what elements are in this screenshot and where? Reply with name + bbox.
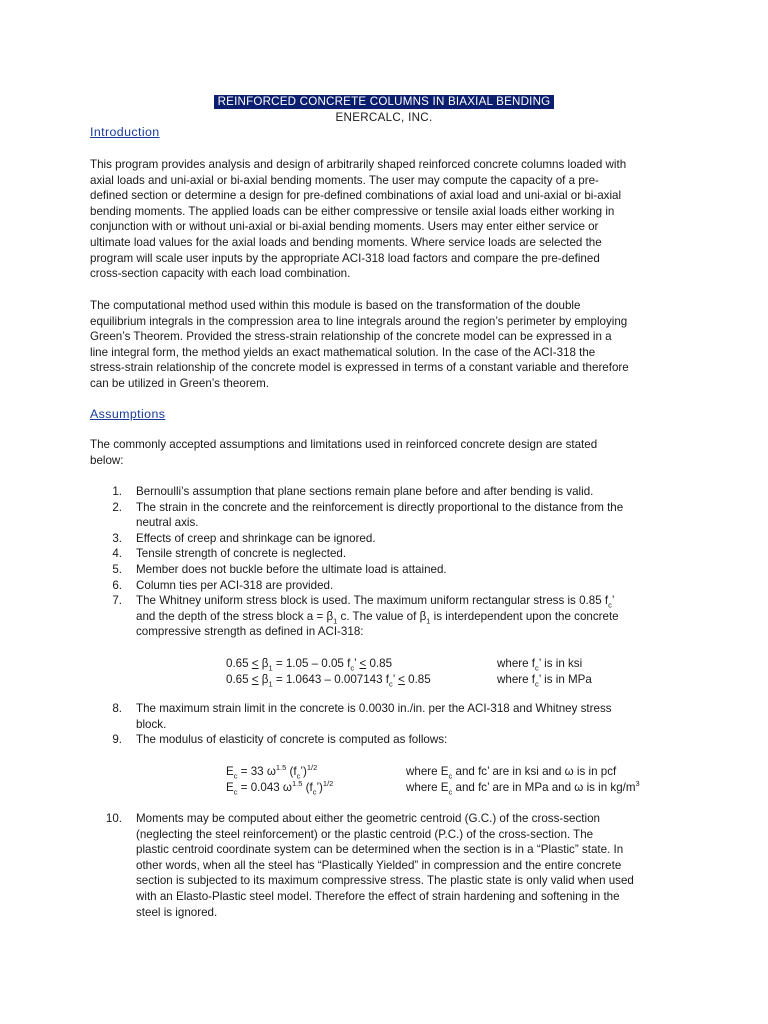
text-line: stress-strain relationship of the concrete model is expressed in terms of a constant variable and therefore	[90, 361, 629, 375]
superscript: 1/2	[322, 779, 334, 789]
text-line: conjunction with or without uni-axial or bi-axial bending moments. Users may enter either service or	[90, 220, 599, 234]
formula-text: and fc’ are in MPa and ω is in kg/m	[452, 781, 636, 794]
document-title: REINFORCED CONCRETE COLUMNS IN BIAXIAL BENDING	[214, 95, 555, 109]
superscript: 1.5	[291, 779, 303, 789]
item-text: section is subjected to its maximum compressive stress. The plastic state is only valid when used	[136, 874, 634, 888]
text-line: The computational method used within this module is based on the transformation of the double	[90, 299, 581, 312]
text-line: cross-section capacity with each load combination.	[90, 267, 351, 281]
formula-expression	[226, 672, 431, 688]
subscript: c	[296, 771, 301, 781]
formula-text: 0.65	[226, 657, 252, 670]
subscript: c	[233, 787, 238, 797]
item-text: The strain in the concrete and the reinforcement is directly proportional to the distance from the	[136, 500, 624, 514]
formula-where	[406, 764, 616, 780]
formula-text: and fc’ are in ksi and ω is in pcf	[452, 765, 617, 778]
item-text: Tensile strength of concrete is neglected.	[136, 547, 347, 561]
formula-text: where E	[406, 781, 449, 794]
formula-text: where f	[497, 657, 536, 670]
item-text: (neglecting the steel reinforcement) or the plastic centroid (P.C.) of the cross-section. The	[136, 827, 594, 841]
formula-where	[406, 780, 640, 796]
formula-text: ’	[392, 673, 399, 686]
formula-text: (f	[302, 781, 313, 794]
formula-expression	[226, 764, 317, 780]
list-item	[90, 500, 680, 531]
item-text: c. The value of β	[337, 609, 427, 623]
superscript: 1.5	[275, 763, 287, 773]
item-text: The Whitney uniform stress block is used. The maximum uniform rectangular stress is 0.85 f	[136, 594, 609, 608]
introduction-paragraph-2	[90, 298, 680, 392]
subscript: c	[608, 600, 612, 610]
subscript: c	[312, 787, 317, 797]
list-item	[90, 546, 680, 562]
formula-where	[497, 672, 592, 688]
item-text: Column ties per ACI-318 are provided.	[136, 578, 334, 592]
formula-expression	[226, 780, 333, 796]
item-text: Moments may be computed about either the geometric centroid (G.C.) of the cross-section	[136, 812, 600, 825]
formula-text: β	[258, 657, 269, 670]
item-number: 6.	[112, 578, 122, 592]
text-line: Green’s Theorem. Provided the stress-strain relationship of the concrete model can be expressed in a	[90, 330, 612, 344]
text-line: can be utilized in Green’s theorem.	[90, 376, 269, 390]
item-text: neutral axis.	[136, 516, 199, 530]
less-equal-symbol: <	[398, 673, 405, 686]
subscript: 1	[426, 616, 431, 626]
subscript: c	[350, 663, 355, 673]
assumptions-intro	[90, 437, 680, 468]
text-line: line integral form, the method yields an exact mathematical solution. In the case of the ACI-318 the	[90, 345, 596, 359]
item-number: 8.	[112, 702, 122, 715]
formula-text: 0.85	[404, 673, 431, 686]
text-line: The commonly accepted assumptions and limitations used in reinforced concrete design are stated	[90, 438, 598, 451]
formula-text: = 33 ω	[237, 765, 276, 778]
list-item	[90, 484, 680, 500]
formula-text: 0.85	[366, 657, 393, 670]
beta-formula-mpa	[0, 672, 768, 688]
assumptions-list-c	[90, 811, 680, 920]
formula-text: ’	[354, 657, 360, 670]
item-text: ’	[611, 594, 615, 608]
item-number: 4.	[112, 547, 122, 561]
item-number: 3.	[112, 531, 122, 545]
subscript: 1	[268, 663, 273, 673]
less-equal-symbol: <	[359, 657, 367, 670]
formula-text: = 1.0643 – 0.007143 f	[272, 673, 390, 686]
list-item	[90, 578, 680, 594]
text-line: axial loads and uni-axial or bi-axial bending moments. The user may compute the capacity of a pre-	[90, 173, 599, 187]
beta-formula-ksi	[0, 656, 768, 672]
item-number: 5.	[112, 562, 122, 576]
item-number: 1.	[112, 485, 122, 498]
list-item	[90, 732, 680, 748]
item-text: is interdependent upon the concrete	[430, 609, 619, 623]
text-line: This program provides analysis and design of arbitrarily shaped reinforced concrete columns loaded with	[90, 158, 627, 171]
item-text: The modulus of elasticity of concrete is computed as follows:	[136, 733, 448, 747]
subscript: 1	[333, 616, 338, 626]
item-text: The maximum strain limit in the concrete is 0.0030 in./in. per the ACI-318 and Whitney stress	[136, 702, 612, 715]
item-text: block.	[136, 717, 167, 731]
list-item	[90, 531, 680, 547]
formula-text: β	[258, 673, 269, 686]
list-item	[90, 811, 680, 920]
subscript: c	[535, 663, 539, 673]
formula-expression	[226, 656, 392, 672]
formula-text: 0.65	[226, 673, 252, 686]
assumptions-list-b	[90, 701, 680, 748]
formula-text: ’ is in ksi	[538, 657, 583, 670]
text-line: defined section or determine a design for pre-defined combinations of axial load and uni-axial or bi-axial	[90, 189, 622, 203]
list-item	[90, 701, 680, 732]
formula-text: ’)	[300, 765, 307, 778]
item-number: 10.	[105, 812, 122, 825]
formula-text: E	[226, 765, 234, 778]
subscript: c	[535, 679, 539, 689]
formula-text: ’)	[316, 781, 323, 794]
superscript: 1/2	[306, 763, 318, 773]
ec-formula-mpa	[0, 780, 768, 796]
item-text: steel is ignored.	[136, 905, 218, 919]
item-text: compressive strength as defined in ACI-318:	[136, 625, 364, 639]
formula-text: E	[226, 781, 234, 794]
list-item	[90, 593, 680, 640]
title-block	[0, 94, 768, 110]
text-line: bending moments. The applied loads can be either compressive or tensile axial loads either working in	[90, 204, 615, 218]
item-text: Member does not buckle before the ultimate load is attained.	[136, 562, 447, 576]
subscript: c	[389, 679, 393, 689]
formula-where	[497, 656, 582, 672]
company-name: ENERCALC, INC.	[335, 111, 433, 124]
item-text: Bernoulli’s assumption that plane sections remain plane before and after bending is valid.	[136, 485, 594, 498]
item-text: Effects of creep and shrinkage can be ignored.	[136, 531, 376, 545]
text-line: below:	[90, 453, 124, 467]
formula-text: (f	[286, 765, 297, 778]
subscript: 1	[268, 679, 273, 689]
item-text: plastic centroid coordinate system can be determined when the section is in a “Plastic” state. In	[136, 843, 624, 857]
item-number: 7.	[112, 594, 122, 608]
item-number: 9.	[112, 733, 122, 747]
text-line: ultimate load values for the axial loads and bending moments. Where service loads are selected the	[90, 235, 602, 249]
formula-text: = 1.05 – 0.05 f	[272, 657, 351, 670]
item-number: 2.	[112, 500, 122, 514]
ec-formula-ksi	[0, 764, 768, 780]
superscript: 3	[635, 779, 640, 789]
introduction-heading: Introduction	[90, 125, 160, 139]
item-text: with an Elasto-Plastic steel model. Therefore the effect of strain hardening and softening in the	[136, 889, 620, 903]
item-text: and the depth of the stress block a = β	[136, 609, 334, 623]
subscript: c	[233, 771, 238, 781]
less-equal-symbol: <	[251, 657, 259, 670]
text-line: program will scale user inputs by the appropriate ACI-318 load factors and compare the pre-defined	[90, 251, 600, 265]
text-line: equilibrium integrals in the compression area to line integrals around the region’s perimeter by employing	[90, 314, 628, 328]
assumptions-heading: Assumptions	[90, 407, 166, 421]
formula-text: where E	[406, 765, 449, 778]
formula-text: = 0.043 ω	[237, 781, 292, 794]
introduction-paragraph-1	[90, 157, 680, 282]
formula-text: where f	[497, 673, 536, 686]
item-text: other words, when all the steel has “Plastically Yielded” in compression and the entire concrete	[136, 858, 622, 872]
assumptions-list-a	[90, 484, 680, 640]
less-equal-symbol: <	[251, 673, 259, 686]
formula-text: ’ is in MPa	[538, 673, 592, 686]
list-item	[90, 562, 680, 578]
subscript: c	[448, 771, 453, 781]
subscript: c	[448, 787, 453, 797]
